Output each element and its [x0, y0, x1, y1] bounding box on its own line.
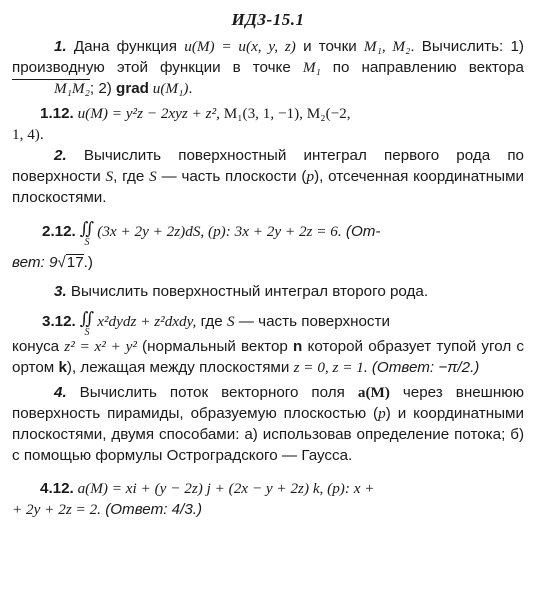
task-4-text: Вычислить поток векторного поля — [66, 384, 358, 401]
task-1-number: 1. — [54, 38, 67, 55]
task-3 — [12, 281, 524, 302]
exercise-1-12 — [12, 103, 524, 124]
integral-subscript: S — [84, 327, 90, 338]
integral-subscript: S — [84, 237, 90, 248]
task-2-number: 2. — [54, 147, 67, 164]
exercise-3-normal: n — [293, 338, 303, 355]
task-2-surface: S — [105, 168, 114, 185]
exercise-4-plane: (p): x + — [323, 480, 375, 497]
exercise-3-text: конуса — [12, 338, 65, 355]
task-2 — [12, 145, 524, 208]
exercise-1-formula: u(M) = y²z − 2xyz + z², — [73, 105, 220, 122]
task-2-text: ), отсеченная координатными плоскостями. — [12, 168, 524, 206]
exercise-2-integrand: (3x + 2y + 2z)dS, — [97, 223, 205, 240]
task-1-vector: M₁M₂ — [12, 79, 90, 96]
task-2-text: — часть плоскости ( — [156, 168, 307, 185]
task-1-text: Дана функция — [66, 38, 185, 55]
exercise-2-answer-text: вет: 9 — [12, 254, 58, 271]
task-1-function: u(M) = u(x, y, z) — [184, 38, 296, 55]
exercise-3-text: ), лежащая между плоскостями — [66, 359, 294, 376]
exercise-3-surface: S — [226, 313, 235, 330]
task-4 — [12, 382, 524, 466]
exercise-2-answer — [12, 252, 524, 273]
exercise-3-integrand: x²dydz + z²dxdy, — [97, 313, 197, 330]
task-2-text: Вычислить поверхностный интеграл первого рода по поверхности — [12, 147, 524, 185]
exercise-4-12 — [12, 478, 524, 499]
exercise-1-number: 1.12. — [40, 105, 74, 122]
task-4-text: ) и координатными плоскостями, двумя способами: а) использовав определение потока; б) с помощью формулы Остроградского — Гаусса. — [12, 405, 524, 464]
double-integral-icon: ∬ S — [79, 309, 95, 338]
task-1-grad-arg: u(M₁) — [148, 80, 189, 97]
exercise-4-formula: a(M) = xi + (y − 2z) j + (2x − y + 2z) k, — [73, 480, 324, 497]
task-1-text: и точки — [295, 38, 364, 55]
exercise-3-number: 3.12. — [42, 313, 76, 330]
exercise-3-text: (нормальный вектор — [136, 338, 294, 355]
exercise-3-body — [12, 336, 524, 378]
exercise-3-planes: z = 0, z = 1. — [293, 359, 368, 376]
exercise-3-12 — [12, 310, 524, 338]
exercise-3-text: где — [196, 313, 227, 330]
exercise-3-answer: (Ответ: −π/2.) — [367, 359, 480, 376]
task-1-grad: grad — [116, 80, 149, 97]
exercise-1-point-m1: M₁(3, 1, −1), — [219, 105, 303, 122]
exercise-4-answer: (Ответ: 4/3.) — [100, 501, 203, 518]
task-2-surface: S — [149, 168, 157, 185]
exercise-2-answer-radicand: 17 — [66, 254, 84, 271]
task-1 — [12, 36, 524, 99]
task-1-text: . Вычислить: 1) производную этой функции в точке — [12, 38, 524, 76]
task-4-number: 4. — [54, 384, 67, 401]
task-3-text: Вычислить поверхностный интеграл второго рода. — [66, 283, 429, 300]
task-2-plane: p — [306, 168, 315, 185]
task-1-point-m1: M₁ — [302, 59, 321, 76]
exercise-2-answer-close: .) — [83, 254, 93, 271]
exercise-1-point-m2: M₂(−2, — [302, 105, 351, 122]
task-1-points: M₁, M₂ — [363, 38, 411, 55]
task-1-text: ; 2) — [89, 80, 117, 97]
exercise-4-number: 4.12. — [40, 480, 74, 497]
task-4-text: через внешнюю поверхность пирамиды, образуемую плоскостью ( — [12, 384, 525, 422]
exercise-4-continuation — [12, 499, 524, 520]
task-1-text: по направлению вектора — [320, 59, 525, 76]
exercise-3-text: которой образует тупой угол с ортом — [12, 338, 524, 376]
exercise-2-number: 2.12. — [42, 223, 76, 240]
page-title: ИДЗ-15.1 — [231, 10, 305, 29]
task-3-number: 3. — [54, 283, 67, 300]
exercise-2-12 — [12, 220, 524, 248]
task-4-plane: p — [378, 405, 386, 422]
task-1-text: . — [188, 80, 193, 97]
exercise-2-answer-open: (От- — [341, 223, 381, 240]
task-4-field: a(M) — [357, 384, 390, 401]
exercise-4-plane-cont: + 2y + 2z = 2. — [12, 501, 101, 518]
task-2-text: , где — [113, 168, 150, 185]
exercise-1-point-m2-cont: 1, 4). — [12, 126, 44, 143]
double-integral-icon: ∬ S — [79, 219, 95, 248]
exercise-1-continuation — [12, 124, 524, 145]
exercise-2-plane: (p): 3x + 2y + 2z = 6. — [204, 223, 342, 240]
exercise-3-cone: z² = x² + y² — [64, 338, 137, 355]
sqrt-icon: √ — [57, 254, 66, 271]
exercise-3-text: — часть поверхности — [234, 313, 390, 330]
exercise-3-ort-k: k — [58, 359, 67, 376]
